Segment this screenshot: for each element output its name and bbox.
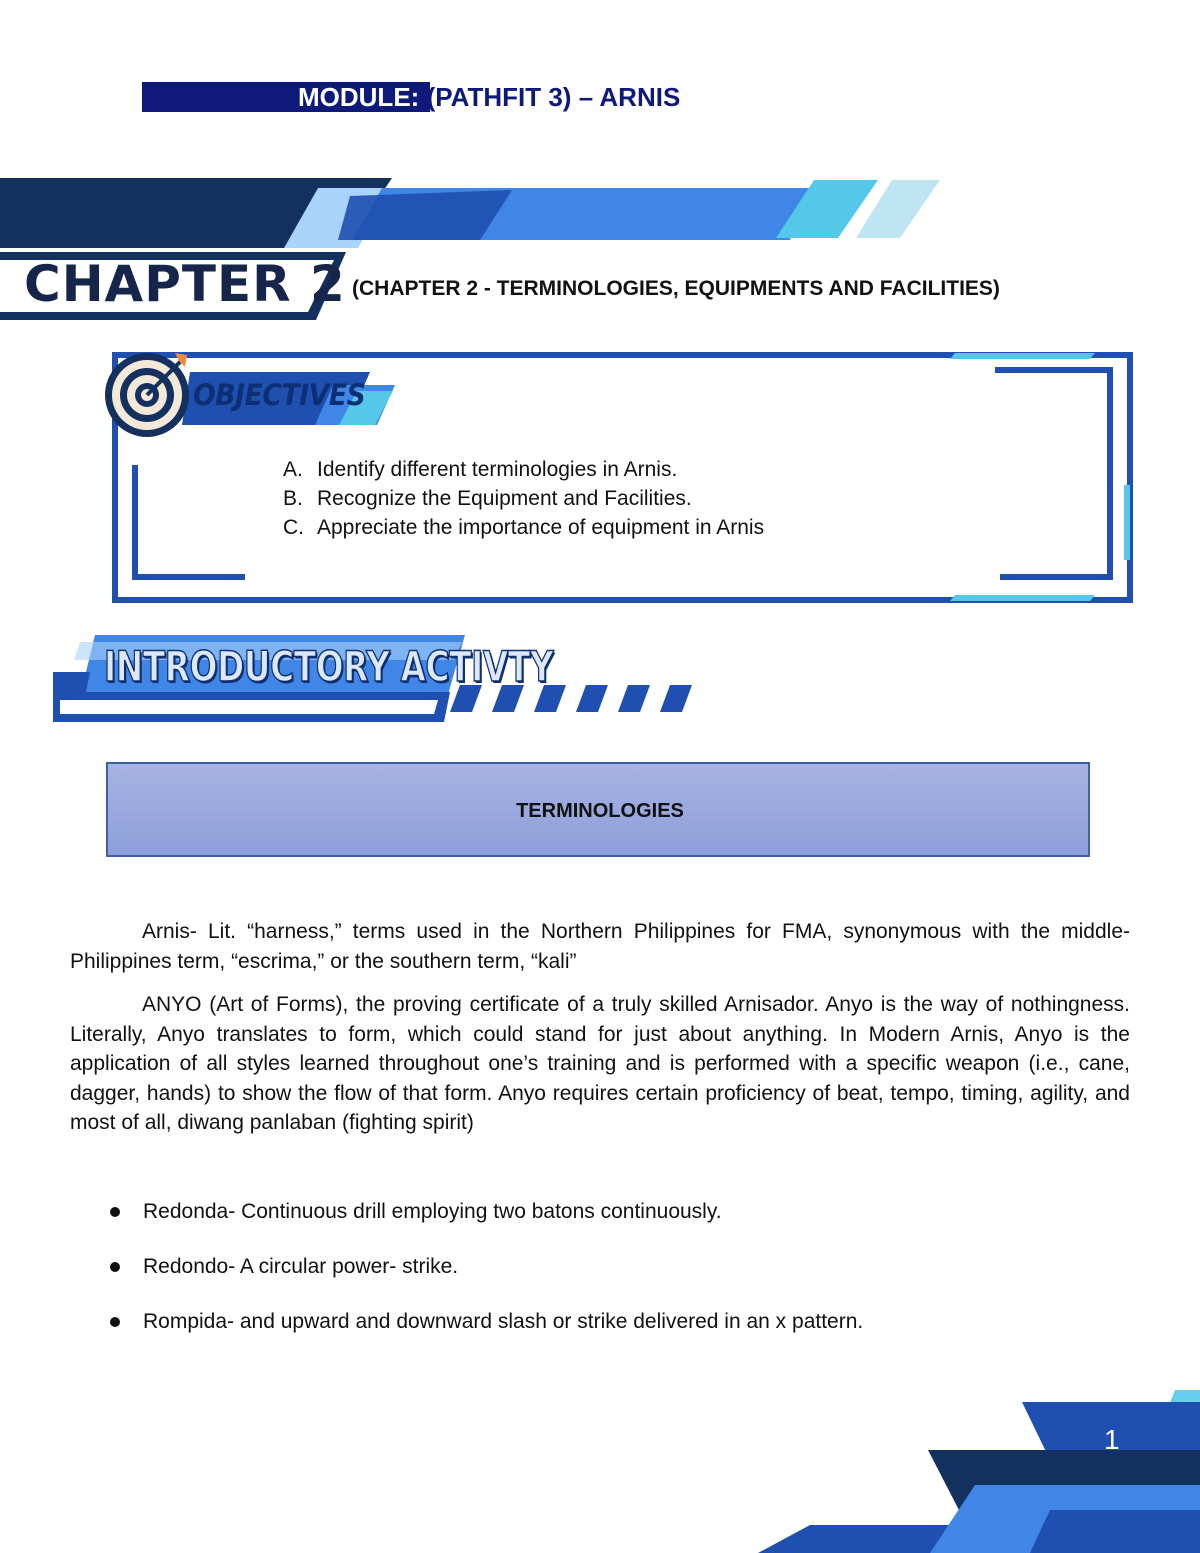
page-number: 1: [1104, 1424, 1120, 1455]
objective-item: C. Appreciate the importance of equipment in Arnis: [283, 516, 765, 539]
module-header: [298, 82, 680, 112]
terminologies-heading: TERMINOLOGIES: [516, 800, 684, 822]
objectives-list: [283, 455, 764, 542]
bullet-dot: [110, 1207, 120, 1217]
intro-heading: INTRODUCTORY ACTIVTY: [104, 642, 554, 691]
chapter-title: CHAPTER 2: [24, 255, 346, 313]
footer-graphic: [730, 1390, 1200, 1553]
bullet-dot: [110, 1317, 120, 1327]
list-item: Redonda- Continuous drill employing two batons continuously.: [106, 1197, 863, 1252]
objective-item: A. Identify different terminologies in Arnis.: [283, 458, 678, 481]
bullet-dot: [110, 1262, 120, 1272]
terminology-bullets: [106, 1197, 863, 1362]
module-title: (PATHFIT 3) – ARNIS: [426, 82, 681, 112]
list-item: Redondo- A circular power- strike.: [106, 1252, 863, 1307]
chapter-subtitle: (CHAPTER 2 - TERMINOLOGIES, EQUIPMENTS AND FACILITIES): [352, 277, 1000, 300]
list-item: Rompida- and upward and downward slash or strike delivered in an x pattern.: [106, 1307, 863, 1362]
objective-item: B. Recognize the Equipment and Facilities.: [283, 487, 692, 510]
objectives-heading: OBJECTIVES: [193, 378, 366, 412]
paragraph-anyo: ANYO (Art of Forms), the proving certificate of a truly skilled Arnisador. Anyo is the way of nothingness. Literally, Anyo translates to form, which could stand for just about anything. In Modern Arnis, Anyo is the application of all styles learned throughout one’s training and is performed with a specific weapon (i.e., cane, dagger, hands) to show the flow of that form. Anyo requires certain proficiency of beat, tempo, timing, agility, and most of all, diwang panlaban (fighting spirit): [70, 993, 1130, 1134]
paragraph-arnis: Arnis- Lit. “harness,” terms used in the Northern Philippines for FMA, synonymous with the middle- Philippines term, “escrima,” or the southern term, “kali”: [70, 920, 1130, 973]
module-label: MODULE:: [298, 82, 420, 112]
